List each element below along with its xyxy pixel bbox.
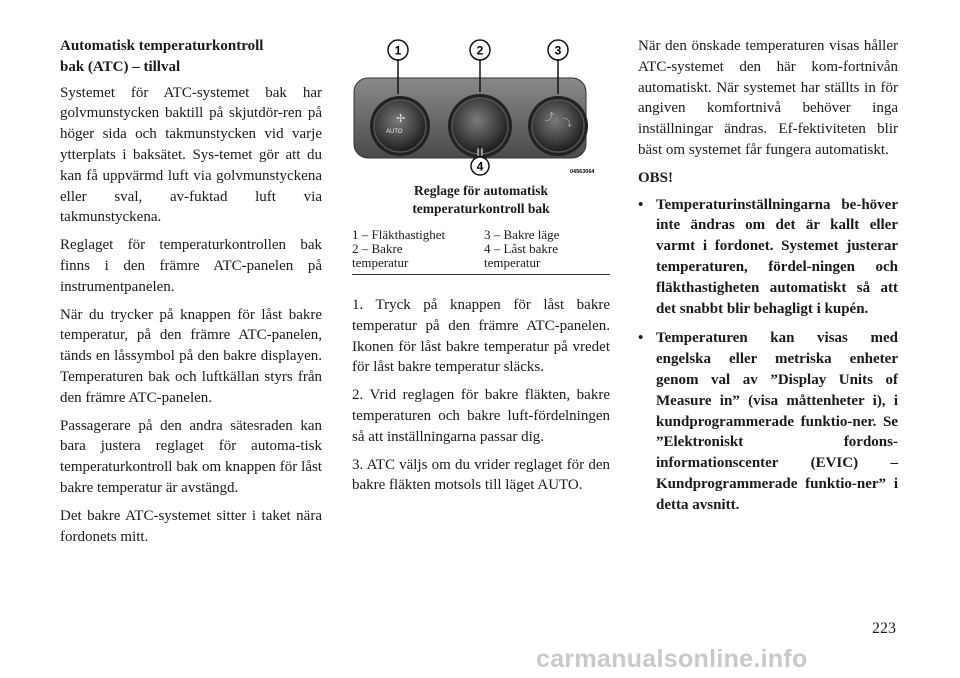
legend-col-1: 1 – Fläkthastighet 2 – Bakre temperatur	[352, 227, 446, 270]
control-panel-illustration	[352, 36, 610, 176]
paragraph: Reglaget för temperaturkontrollen bak finns i den främre ATC-panelen på instrumentpanelen.	[60, 237, 322, 295]
paragraph: När den önskade temperaturen visas håller ATC-systemet den här kom-fortnivån automatiskt. När systemet har ställts in för angiven komfortnivå behöver inga inställningar ändras. Ef-fektiviteten blir bäst om systemet får fungera automatiskt.	[638, 38, 898, 158]
callout-3	[548, 40, 568, 60]
bullet-icon: •	[638, 196, 644, 213]
figure-caption-text: Reglage för automatisk temperaturkontroll bak	[412, 183, 550, 216]
section-title	[60, 36, 322, 78]
paragraph: Det bakre ATC-systemet sitter i taket nära fordonets mitt.	[60, 507, 322, 545]
watermark: carmanualsonline.info	[536, 645, 808, 673]
middle-column	[352, 36, 610, 503]
mode-icon-upper: ⤴	[545, 113, 555, 123]
right-column	[638, 36, 898, 525]
svg-text:2: 2	[476, 43, 484, 58]
step-3: 3. ATC väljs om du vrider reglaget för den bakre fläkten motsols till läget AUTO.	[352, 456, 610, 494]
callout-1	[388, 40, 408, 60]
note-item	[638, 328, 898, 515]
fan-speed-knob[interactable]	[370, 96, 430, 156]
rear-mode-knob[interactable]	[528, 96, 588, 156]
svg-text:3: 3	[554, 43, 562, 58]
figure-legend	[352, 228, 610, 275]
figure-caption	[352, 182, 610, 218]
image-code: 04563064	[570, 169, 595, 175]
note-label: OBS!	[638, 169, 674, 186]
note-list	[638, 195, 898, 516]
note-text: Temperaturen kan visas med engelska eller metriska enheter genom val av ”Display Units of Measure in” (visa måttenheter i), i kundprogrammerade funktio-ner. Se ”Elektroniskt fordons-informationscenter (EVIC) – Kundprogrammerade funktio-ner” i detta avsnitt.	[656, 330, 898, 513]
auto-label: AUTO	[386, 129, 403, 135]
paragraph: Passagerare på den andra sätesraden kan bara justera reglaget för automa-tisk temperaturkontroll bak om knappen för låst bakre temperatur är avstängd.	[60, 417, 322, 496]
left-column	[60, 36, 322, 554]
svg-text:4: 4	[476, 159, 484, 174]
paragraph: När du trycker på knappen för låst bakre temperatur, på den främre ATC-panelen, tänds en låssymbol på den bakre displayen. Temperaturen bak och luftkällan styrs från den främre ATC-panelen.	[60, 306, 322, 406]
note-text: Temperaturinställningarna be-höver inte ändras om det är kallt eller varmt i fordonet. Systemet justerar temperaturen, fördel-ningen och fläkthastigheten automatiskt så att det snabbt blir behagligt i kupén.	[656, 196, 898, 317]
bullet-icon: •	[638, 330, 644, 347]
section-title-text: Automatisk temperaturkontroll bak (ATC) – tillval	[60, 38, 264, 75]
step-2: 2. Vrid reglagen för bakre fläkten, bakre temperaturen och bakre luft-fördelningen så att inställningarna passar dig.	[352, 387, 610, 445]
page-number: 223	[872, 620, 896, 637]
legend-col-2: 3 – Bakre läge 4 – Låst bakre temperatur	[484, 227, 560, 270]
svg-text:1: 1	[394, 43, 402, 58]
mode-icon-lower: ⤵	[563, 119, 573, 129]
control-panel-figure	[352, 36, 610, 176]
paragraph: Systemet för ATC-systemet bak har golvmunstycken baktill på skjutdör-ren på höger sida och takmunstycken vid varje ytterplats i baksätet. Sys-temet gör att du kan få uppvärmd luft via golvmunstyckena eller sval, av-fuktad luft via takmunstyckena.	[60, 84, 322, 226]
callout-2	[470, 40, 490, 60]
step-1: 1. Tryck på knappen för låst bakre temperatur på den främre ATC-panelen. Ikonen för låst bakre temperatur på vredet för låst bakre temperatur släcks.	[352, 297, 610, 376]
note-item	[638, 195, 898, 320]
fan-icon: ✢	[396, 112, 406, 125]
